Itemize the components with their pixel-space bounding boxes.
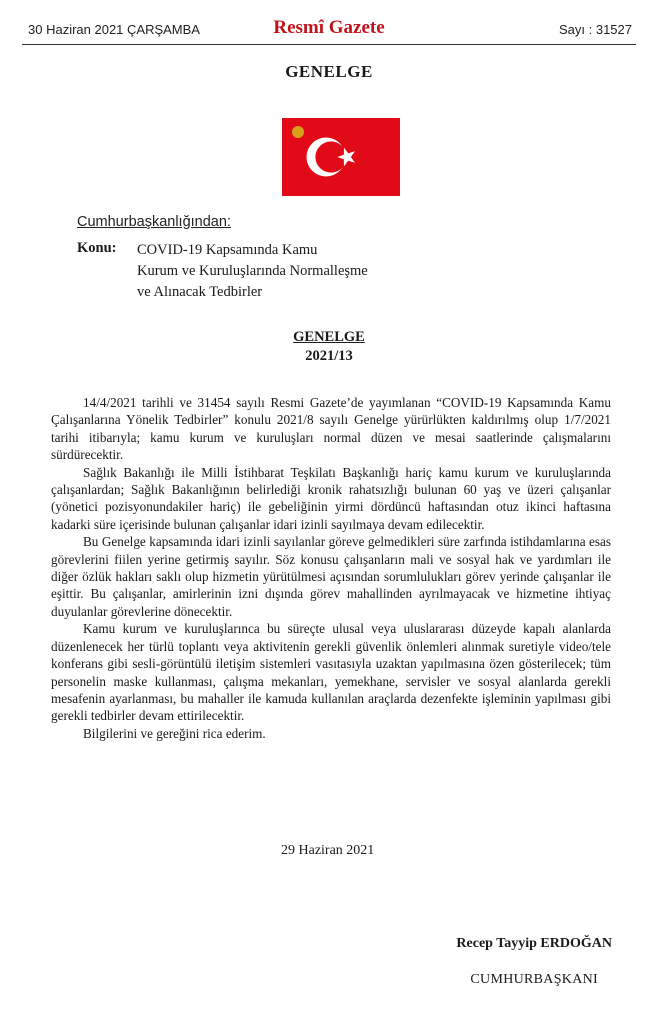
circular-heading (0, 328, 658, 366)
body-paragraph: Bilgilerini ve gereğini rica ederim. (83, 725, 266, 741)
document-date: 29 Haziran 2021 (281, 843, 375, 858)
turkish-flag-icon (282, 118, 400, 196)
issuer: Cumhurbaşkanlığından: (77, 214, 231, 230)
circular-number: 2021/13 (305, 348, 353, 364)
circular-title: GENELGE (293, 329, 365, 345)
gazette-header (22, 14, 636, 45)
body-paragraph: Sağlık Bakanlığı ile Milli İstihbarat Teşkilatı Başkanlığı hariç kamu kurum ve kuruluşlarında çalışanlardan; Sağlık Bakanlığının belirlediği kronik rahatsızlığı bulunan 60 yaş ve üzeri çalışanlar (yönetici pozisyonundakiler hariç) ile gebeliğinin yirmi dördüncü haftasından otuz ikinci haftasına kadarki süre içerisinde bulunan çalışanlar idari izinli sayılmaya devam edilecektir. (51, 464, 611, 532)
header-date: 30 Haziran 2021 ÇARŞAMBA (28, 22, 200, 37)
document-type: GENELGE (285, 62, 373, 81)
circular-body (51, 394, 611, 742)
publication-title: Resmî Gazete (273, 17, 385, 38)
signatory-title: CUMHURBAŞKANI (470, 972, 598, 987)
body-paragraph: 14/4/2021 tarihli ve 31454 sayılı Resmi Gazete’de yayımlanan “COVID-19 Kapsamında Kamu Çalışanlarına Yönelik Tedbirler” konulu 2021/8 sayılı Genelge yürürlükten kaldırılmış olup 1/7/2021 tarihi itibarıyla; kamu kurum ve kuruluşları normal düzen ve mesai saatlerinde çalışmalarını sürdürecektir. (51, 395, 611, 463)
subject-label: Konu: (77, 240, 117, 256)
subject-line: Kurum ve Kuruluşlarında Normalleşme (137, 263, 368, 279)
subject-line: COVID-19 Kapsamında Kamu (137, 242, 318, 258)
signatory-name: Recep Tayyip ERDOĞAN (456, 936, 612, 951)
body-paragraph: Kamu kurum ve kuruluşlarınca bu süreçte ulusal veya uluslararası düzeyde kapalı alanlarda düzenlenecek her türlü toplantı veya aktivitenin gerekli güvenlik önlemleri alınmak suretiyle video/tele konferans gibi sesli-görüntülü iletişim sistemleri vasıtasıyla uzaktan yapılmasına özen gösterilecek; tüm personelin maske kullanması, çalışma mekanları, yemekhane, servisler ve sosyal alanlarda gerekli mesafenin ayarlanması, bu mahaller ile kamuda kullanılan araçlarda dezenfekte işleminin yapılması gibi gerekli tedbirler devam ettirilecektir. (51, 621, 611, 724)
body-paragraph: Bu Genelge kapsamında idari izinli sayılanlar göreve gelmedikleri süre zarfında istihdamlarına esas görevlerini fiilen yerine getirmiş sayılır. Söz konusu çalışanların mali ve sosyal hak ve yardımları ile diğer özlük hakları saklı olup hizmetin yürütülmesi açısından sorumlulukları görev yerinde çalışanlar ile eşittir. Bu çalışanlar, amirlerinin izni dışında görev mahallinden ayrılmayacak ve hizmetine ihtiyaç duyulanlar görevlerine dönecektir. (51, 534, 611, 619)
subject-line: ve Alınacak Tedbirler (137, 284, 263, 300)
issue-number: Sayı : 31527 (559, 22, 632, 37)
subject-text (137, 240, 368, 303)
